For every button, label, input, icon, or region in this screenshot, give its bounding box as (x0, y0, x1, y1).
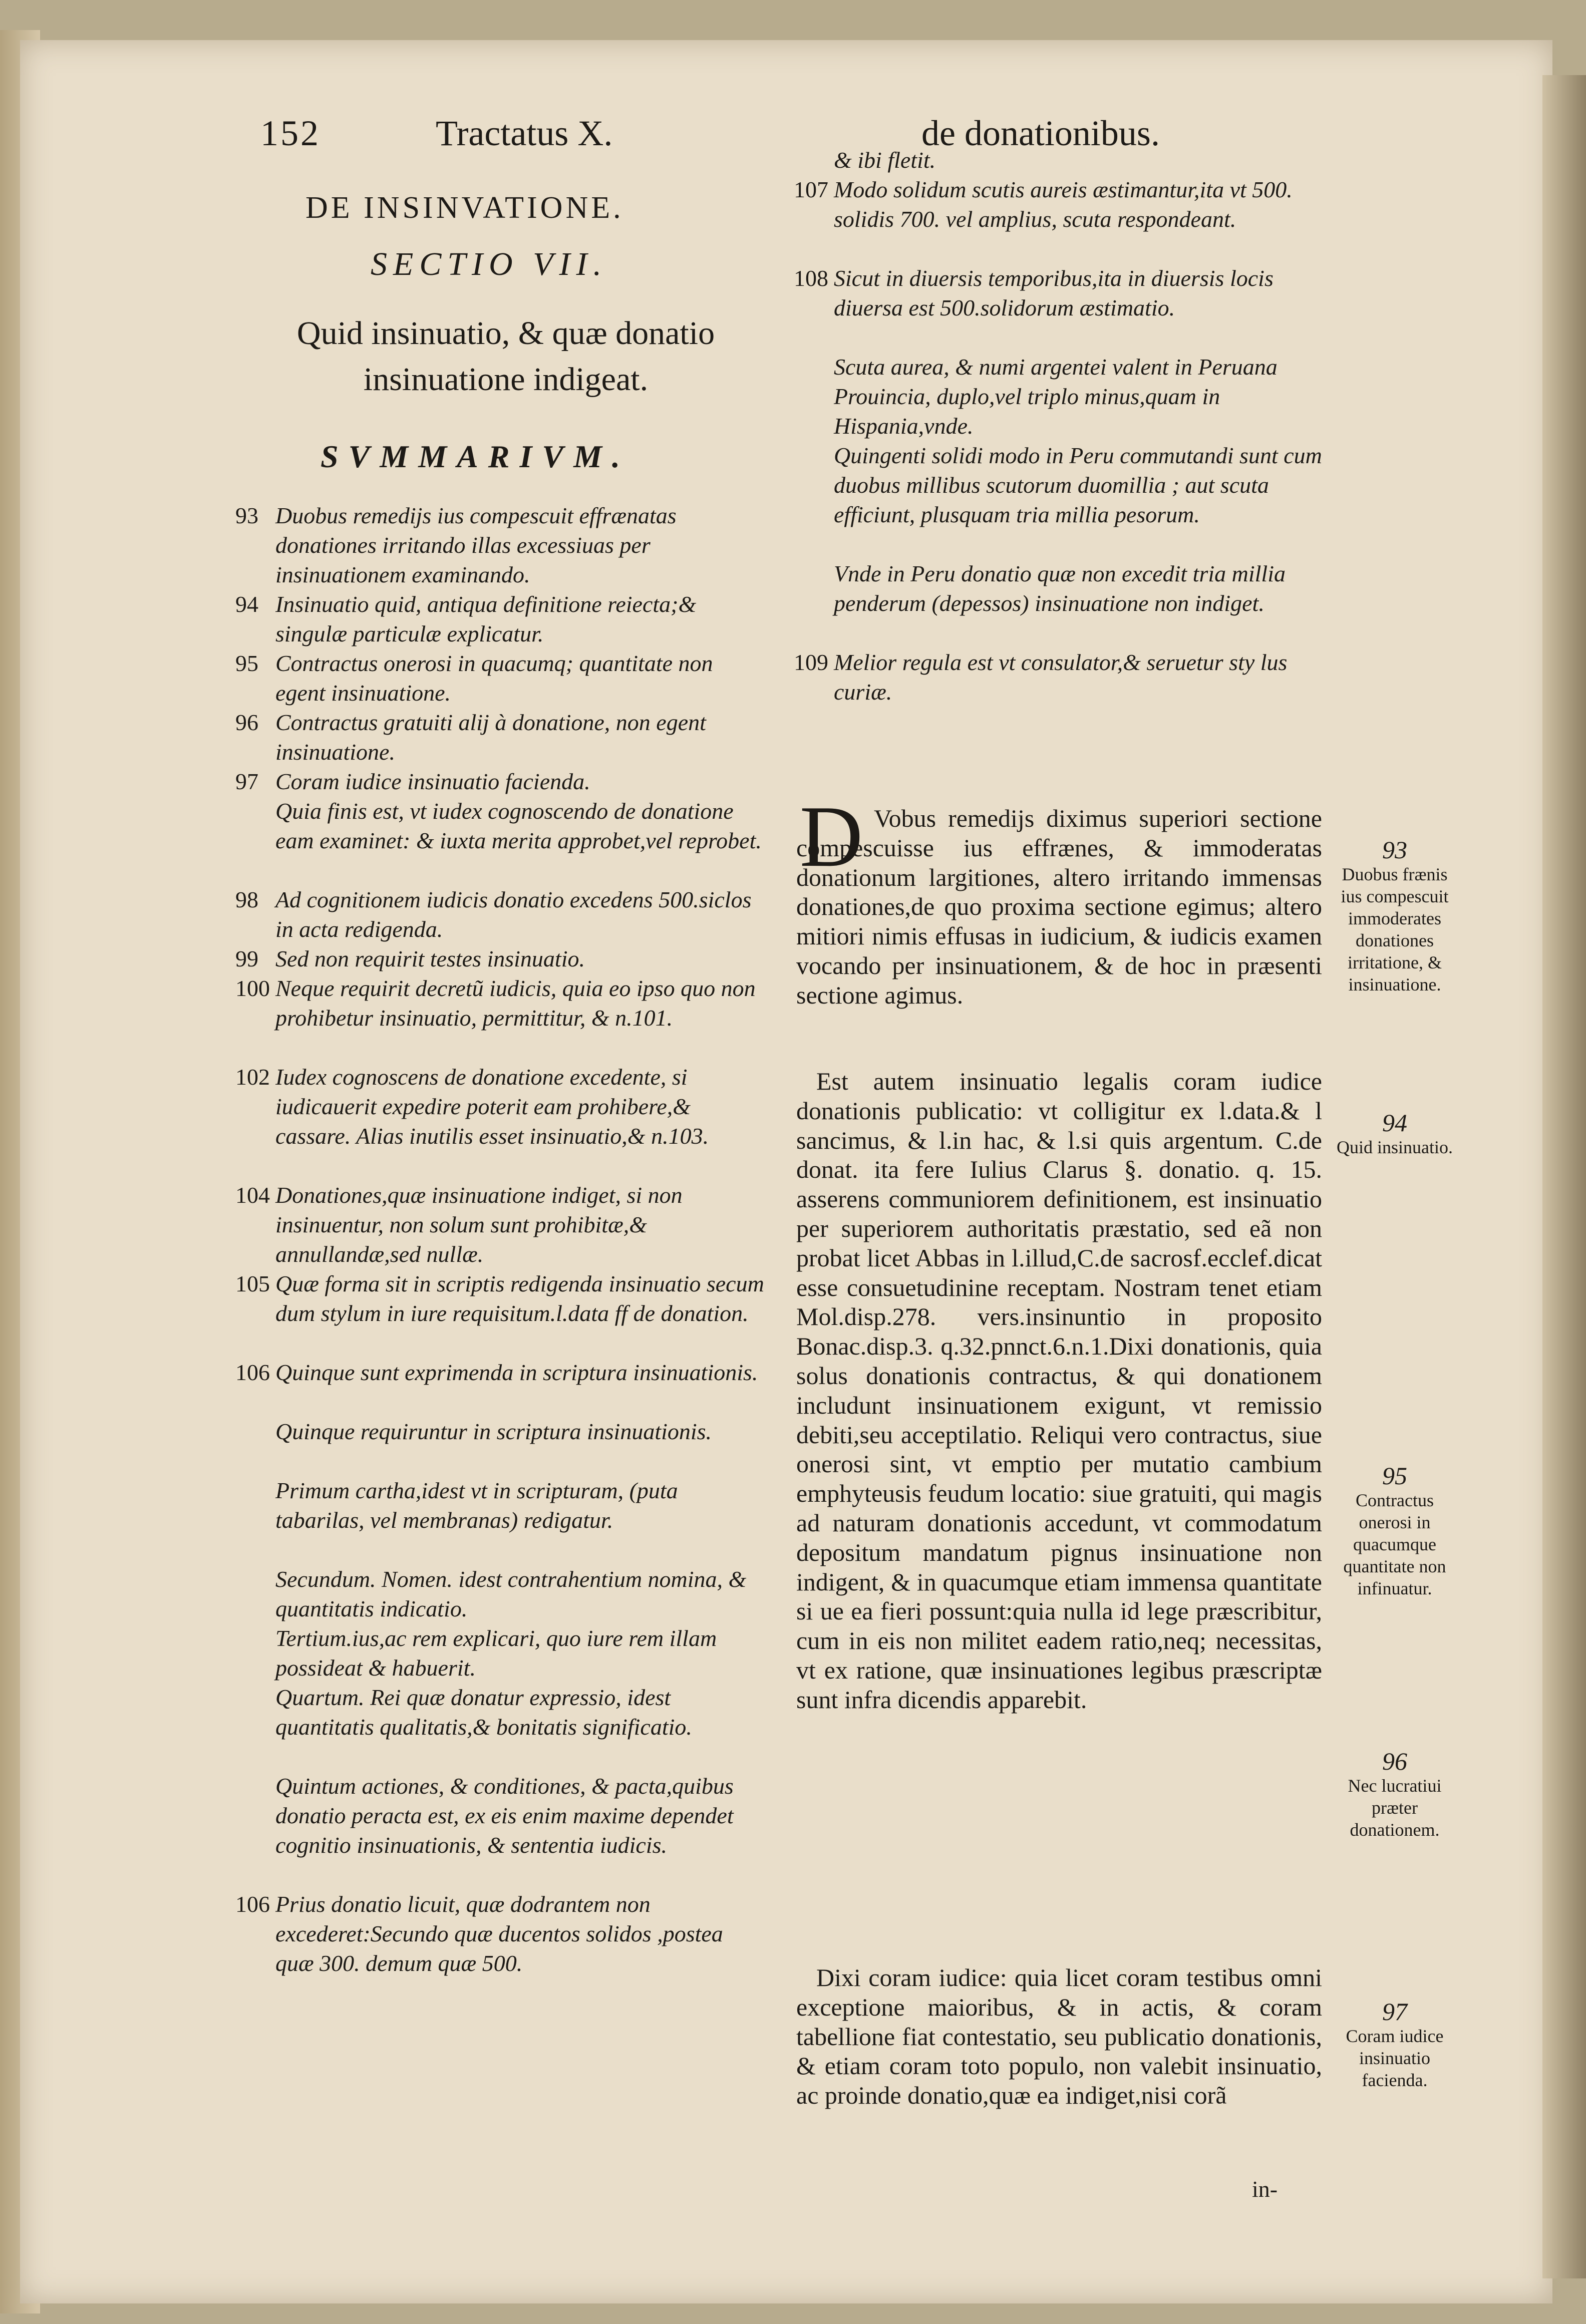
left-running-head: Tractatus X. (436, 113, 613, 153)
summary-item: Secundum. Nomen. idest contrahentium nomina, & quantitatis indicatio. (275, 1566, 747, 1621)
summary-item: 98 Ad cognitionem iudicis donatio excedens 500.siclos in acta redigenda. (235, 887, 752, 942)
summary-item: 109 Melior regula est vt consulator,& seruetur sty lus curiæ. (794, 649, 1288, 705)
summary-item: 95 Contractus onerosi in quacumq; quantitate non egent insinuatione. (235, 650, 713, 706)
margin-note: 95 Contractus onerosi in quacumque quantitate non infinuatur. (1343, 1462, 1446, 1598)
summary-heading: SVMMARIVM. (321, 439, 630, 474)
summary-item: 97 Coram iudice insinuatio facienda. (235, 769, 590, 794)
summary-item: Quingenti solidi modo in Peru commutandi sunt cum duobus millibus scutorum duomillia ; aut scuta efficiunt, plusquam tria millia pesorum. (834, 443, 1322, 527)
summary-item: 93 Duobus remedijs ius compescuit effrænatas donationes irritando illas excessiuas per insinuationem examinando. (235, 503, 677, 587)
summary-item: & ibi fletit. (834, 147, 936, 173)
summary-list (235, 501, 766, 1978)
page-number: 152 (260, 113, 321, 153)
summary-item: Scuta aurea, & numi argentei valent in Peruana Prouincia, duplo,vel triplo minus,quam in Hispania,vnde. (834, 354, 1278, 439)
summary-item: 94 Insinuatio quid, antiqua definitione reiecta;& singulæ particulæ explicatur. (235, 591, 697, 646)
catchword: in- (1252, 2176, 1278, 2202)
summary-item: Vnde in Peru donatio quæ non excedit tria millia penderum (depessos) insinuatione non indiget. (834, 561, 1286, 616)
margin-note: 96 Nec lucratiui præter donationem. (1348, 1747, 1442, 1840)
body-paragraph: Est autem insinuatio legalis coram iudice donationis publicatio: vt colligitur ex l.data.& l sancimus, & l.in hac, & l.si quis argentum. C.de donat. ita fere Iulius Clarus §. donatio. q. 15. asserens communiorem definitionem, est insinuatio per superiorem authoritatis præstatio, sed eã non probat licet Abbas in l.illud,C.de sacrosf.ecclef.dicat esse consuetudinine receptam. Nostram tenet etiam Mol.disp.278. vers.insinuntio in proposito Bonac.disp.3. q.32.pnnct.6.n.1.Dixi donationis, quia solus donationis contractus, & qui donationem includunt insinuationem exigunt, vt remissio debiti,seu acceptilatio. Reliqui vero contractus, siue onerosi sint, vt emptio per mutatio cambium emphyteusis feudum locatio: siue gratuiti, qui magis ad naturam donationis accedunt, vt commodatum depositum mandatum pignus insinuatione non indigent, & in quacumque etiam immensa quantitate si ue ea fieri possunt:quia nulla id lege præscribitur, cum in eis non militet eadem ratio,neq; necessitas, vt ex ratione, quæ insinuationes legibus præscriptæ sunt infra dicendis apparebit. (796, 1067, 1322, 1714)
section-number: SECTIO VII. (371, 246, 607, 282)
summary-item: 107 Modo solidum scutis aureis æstimantur,ita vt 500. solidis 700. vel amplius, scuta respondeant. (794, 177, 1293, 232)
margin-note: 93 Duobus frænis ius compescuit immoderates donationes irritatione, & insinuatione. (1341, 836, 1449, 994)
summary-item: 96 Contractus gratuiti alij à donatione, non egent insinuatione. (235, 710, 706, 765)
margin-note: 94 Quid insinuatio. (1337, 1109, 1453, 1157)
summary-item: 106 Prius donatio licuit, quæ dodrantem non excederet:Secundo quæ ducentos solidos ,postea quæ 300. demum quæ 500. (235, 1891, 723, 1976)
question-title: Quid insinuatio, & quæ donatio insinuatione indigeat. (296, 315, 715, 398)
summary-item: 105 Quæ forma sit in scriptis redigenda insinuatio secum dum stylum in iure requisitum.l.data ff de donation. (235, 1271, 764, 1326)
summary-item: Primum cartha,idest vt in scripturam, (puta tabarilas, vel membranas) redigatur. (275, 1478, 678, 1533)
right-running-head: de donationibus. (921, 113, 1160, 153)
margin-note: 97 Coram iudice insinuatio facienda. (1346, 1998, 1444, 2090)
body-paragraph: Dixi coram iudice: quia licet coram testibus omni exceptione maioribus, & in actis, & coram tabellione fiat contestatio, seu publicatio donationis, & etiam coram toto populo, non valebit insinuatio, ac proinde donatio,quæ ea indiget,nisi corã (796, 1963, 1322, 2110)
summary-item: Quia finis est, vt iudex cognoscendo de donatione eam examinet: & iuxta merita approbet,vel reprobet. (275, 798, 762, 853)
summary-item: 99 Sed non requirit testes insinuatio. (235, 946, 585, 971)
summary-item: Quinque requiruntur in scriptura insinuationis. (275, 1419, 712, 1444)
body-paragraph: Vobus remedijs diximus superiori sectione compescuisse ius effrænes, & immoderatas donationum largitiones, altero irritando immensas donationes,de quo proxima sectione egimus; altero mitiori nimis effusas in iudicium, & iudicis examen vocando per insinuationem, & de hoc in præsenti sectione agimus. (796, 804, 1322, 1009)
summary-item: Quintum actiones, & conditiones, & pacta,quibus donatio peracta est, ex eis enim maxime dependet cognitio insinuationis, & sententia iudicis. (275, 1773, 734, 1858)
summary-continuation-list (794, 145, 1325, 707)
summary-item: Quartum. Rei quæ donatur expressio, idest quantitatis qualitatis,& bonitatis significatio. (275, 1685, 692, 1740)
section-title: DE INSINVATIONE. (305, 191, 624, 225)
drop-cap: D (799, 788, 863, 885)
summary-item: Tertium.ius,ac rem explicari, quo iure rem illam possideat & habuerit. (275, 1625, 717, 1681)
page-edge-shadow (1542, 75, 1586, 2278)
summary-item: 108 Sicut in diuersis temporibus,ita in diuersis locis diuersa est 500.solidorum æstimatio. (794, 265, 1274, 320)
summary-item: 100 Neque requirit decretũ iudicis, quia eo ipso quo non prohibetur insinuatio, permittitur, & n.101. (235, 975, 756, 1031)
summary-item: 102 Iudex cognoscens de donatione excedente, si iudicauerit expedire poterit eam prohibere,& cassare. Alias inutilis esset insinuatio,& n.103. (235, 1064, 709, 1149)
summary-item: 106 Quinque sunt exprimenda in scriptura insinuationis. (235, 1360, 758, 1385)
summary-item: 104 Donationes,quæ insinuatione indiget, si non insinuentur, non solum sunt prohibitæ,& annullandæ,sed nullæ. (235, 1182, 683, 1267)
